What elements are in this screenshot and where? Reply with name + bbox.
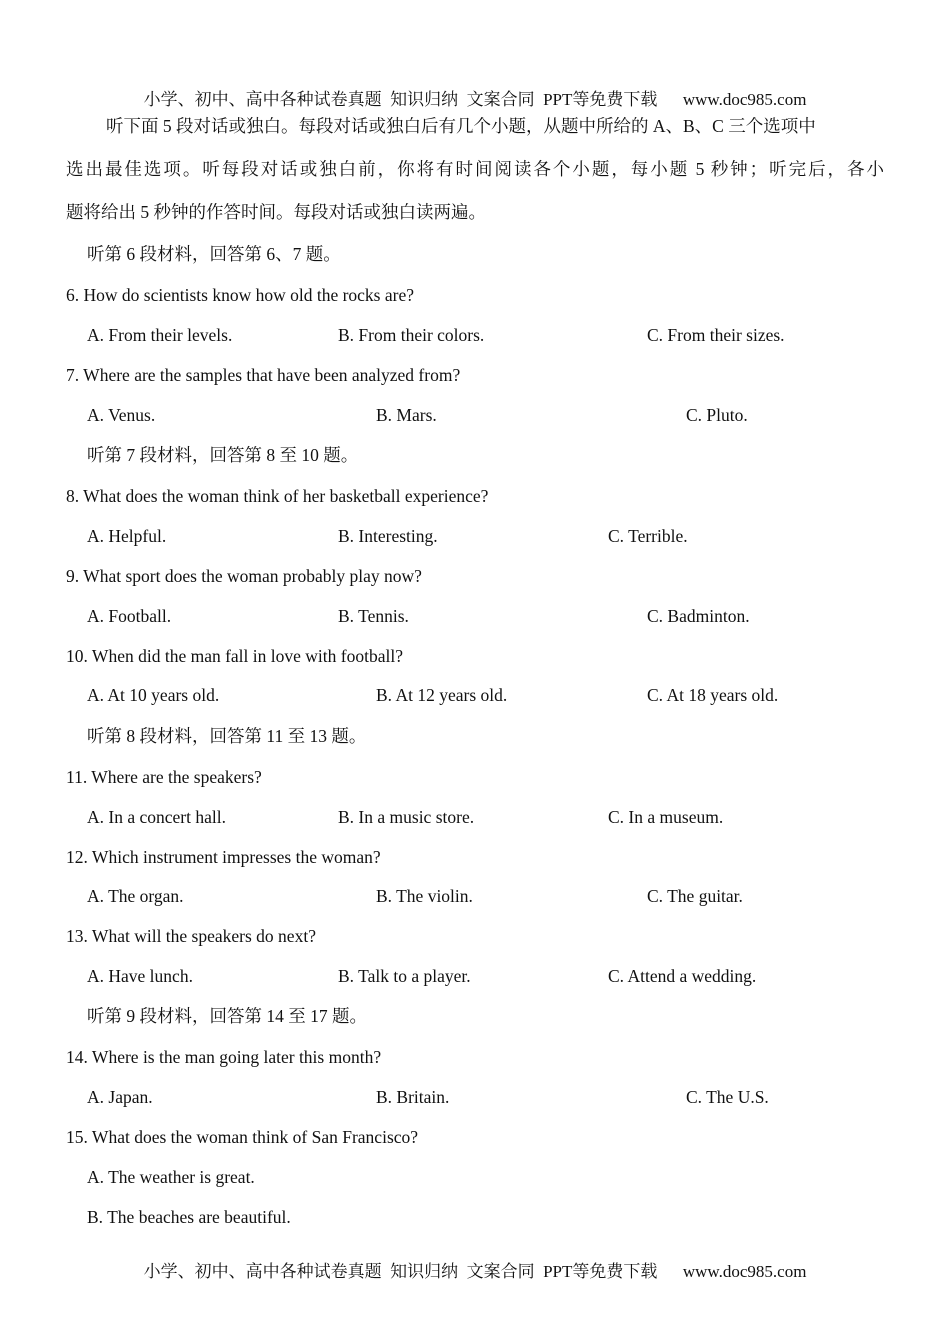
q9-option-b: B. Tennis. bbox=[338, 606, 409, 626]
question-13: 13. What will the speakers do next? bbox=[66, 926, 316, 946]
section-heading: 听第 7 段材料，回答第 8 至 10 题。 bbox=[87, 445, 359, 465]
q14-option-a: A. Japan. bbox=[87, 1087, 153, 1107]
instructions-line-2: 选出最佳选项。听每段对话或独白前，你将有时间阅读各个小题，每小题 5 秒钟；听完后，各小 bbox=[66, 159, 884, 179]
q12-option-b: B. The violin. bbox=[376, 886, 473, 906]
page-footer: 小学、初中、高中各种试卷真题 知识归纳 文案合同 PPT等免费下载 www.doc985.com bbox=[143, 1262, 807, 1281]
q12-option-c: C. The guitar. bbox=[647, 886, 743, 906]
q10-option-a: A. At 10 years old. bbox=[87, 685, 220, 705]
q7-option-a: A. Venus. bbox=[87, 405, 156, 425]
section-heading: 听第 9 段材料，回答第 14 至 17 题。 bbox=[87, 1006, 367, 1026]
q8-option-c: C. Terrible. bbox=[608, 526, 688, 546]
q14-option-c: C. The U.S. bbox=[686, 1087, 769, 1107]
q11-option-a: A. In a concert hall. bbox=[87, 807, 226, 827]
question-9: 9. What sport does the woman probably play now? bbox=[66, 566, 422, 586]
instructions-line-3: 题将给出 5 秒钟的作答时间。每段对话或独白读两遍。 bbox=[66, 202, 486, 222]
q8-option-b: B. Interesting. bbox=[338, 526, 438, 546]
q14-option-b: B. Britain. bbox=[376, 1087, 450, 1107]
q7-option-c: C. Pluto. bbox=[686, 405, 748, 425]
question-12: 12. Which instrument impresses the woman? bbox=[66, 847, 381, 867]
q12-option-a: A. The organ. bbox=[87, 886, 184, 906]
q13-option-a: A. Have lunch. bbox=[87, 966, 193, 986]
q15-option-b: B. The beaches are beautiful. bbox=[87, 1207, 291, 1227]
section-heading: 听第 6 段材料，回答第 6、7 题。 bbox=[87, 244, 341, 264]
q13-option-c: C. Attend a wedding. bbox=[608, 966, 757, 986]
question-14: 14. Where is the man going later this month? bbox=[66, 1047, 382, 1067]
q7-option-b: B. Mars. bbox=[376, 405, 437, 425]
question-8: 8. What does the woman think of her basketball experience? bbox=[66, 486, 489, 506]
q9-option-c: C. Badminton. bbox=[647, 606, 750, 626]
section-heading: 听第 8 段材料，回答第 11 至 13 题。 bbox=[87, 726, 367, 746]
q15-option-a: A. The weather is great. bbox=[87, 1167, 255, 1187]
q6-option-b: B. From their colors. bbox=[338, 325, 485, 345]
question-7: 7. Where are the samples that have been analyzed from? bbox=[66, 365, 461, 385]
q13-option-b: B. Talk to a player. bbox=[338, 966, 471, 986]
q11-option-c: C. In a museum. bbox=[608, 807, 724, 827]
page-header: 小学、初中、高中各种试卷真题 知识归纳 文案合同 PPT等免费下载 www.doc985.com bbox=[143, 90, 807, 109]
q10-option-c: C. At 18 years old. bbox=[647, 685, 779, 705]
q9-option-a: A. Football. bbox=[87, 606, 172, 626]
q6-option-a: A. From their levels. bbox=[87, 325, 233, 345]
question-6: 6. How do scientists know how old the rocks are? bbox=[66, 285, 414, 305]
question-11: 11. Where are the speakers? bbox=[66, 767, 262, 787]
q10-option-b: B. At 12 years old. bbox=[376, 685, 508, 705]
question-10: 10. When did the man fall in love with football? bbox=[66, 646, 403, 666]
q8-option-a: A. Helpful. bbox=[87, 526, 167, 546]
q11-option-b: B. In a music store. bbox=[338, 807, 475, 827]
question-15: 15. What does the woman think of San Francisco? bbox=[66, 1127, 419, 1147]
q6-option-c: C. From their sizes. bbox=[647, 325, 785, 345]
instructions-line-1: 听下面 5 段对话或独白。每段对话或独白后有几个小题，从题中所给的 A、B、C 三个选项中 bbox=[106, 116, 816, 136]
